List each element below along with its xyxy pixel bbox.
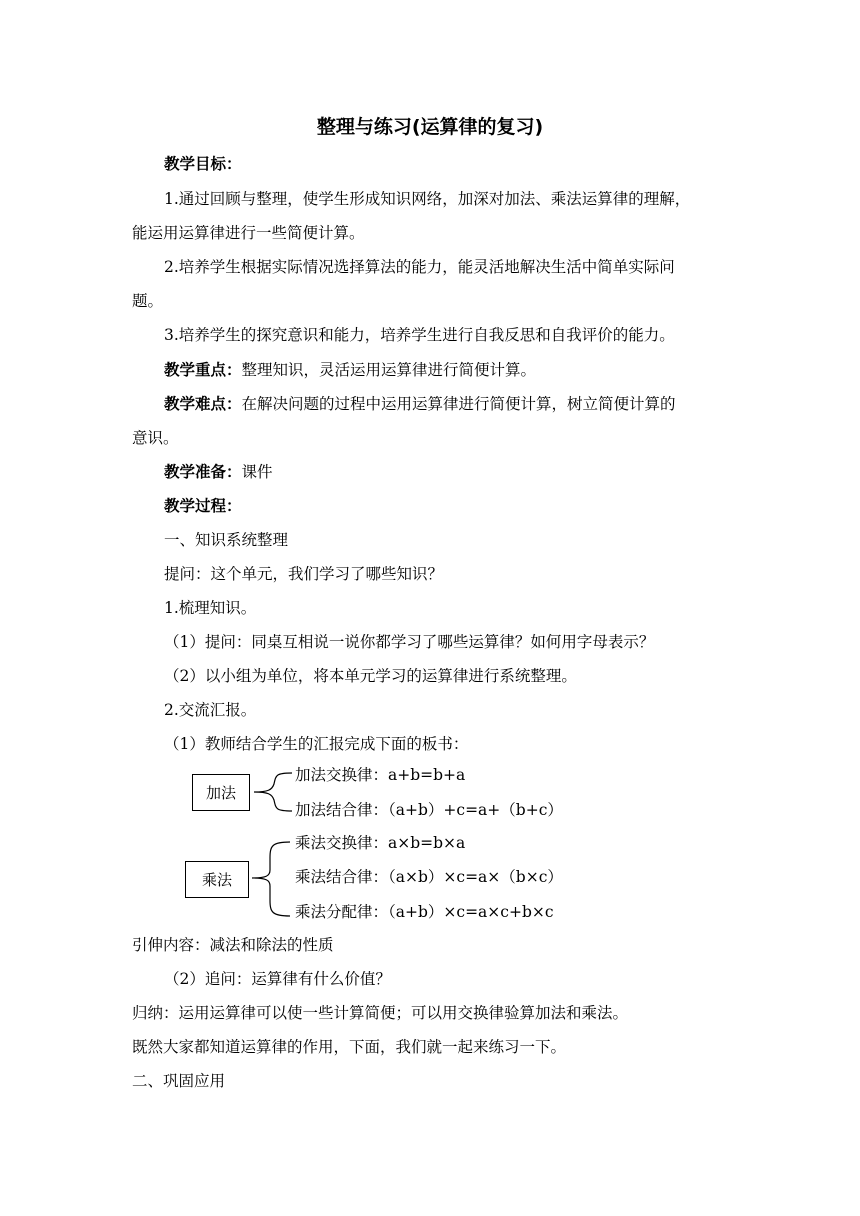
difficulties-line-1: 在解决问题的过程中运用运算律进行简便计算，树立简便计算的: [241, 395, 676, 413]
preparation-text: 课件: [241, 463, 273, 481]
ask-question: 提问：这个单元，我们学习了哪些知识？: [164, 565, 444, 583]
key-points-text: 整理知识，灵活运用运算律进行简便计算。: [241, 361, 537, 379]
multiplication-box: 乘法: [185, 861, 249, 898]
followup-question: （2）追问：运算律有什么价值？: [164, 970, 391, 988]
summary: 归纳：运用运算律可以使一些计算简便；可以用交换律验算加法和乘法。: [132, 1004, 629, 1022]
objective-3: 3.培养学生的探究意识和能力，培养学生进行自我反思和自我评价的能力。: [164, 326, 675, 344]
multiplication-law-commutative: 乘法交换律：a×b=b×a: [295, 834, 466, 852]
addition-law-associative: 加法结合律：（a+b）+c=a+（b+c）: [295, 801, 563, 819]
step-1-a: （1）提问：同桌互相说一说你都学习了哪些运算律？如何用字母表示？: [164, 633, 655, 651]
objective-2-line-2: 题。: [132, 292, 164, 310]
addition-box: 加法: [192, 774, 250, 811]
objective-1-line-2: 能运用运算律进行一些简便计算。: [132, 224, 365, 242]
section-2-heading: 二、巩固应用: [132, 1072, 226, 1090]
extension-content: 引伸内容：减法和除法的性质: [132, 936, 334, 954]
step-1: 1.梳理知识。: [164, 599, 257, 617]
addition-brace: [254, 773, 292, 811]
difficulties-line-2: 意识。: [132, 429, 179, 447]
step-2-a: （1）教师结合学生的汇报完成下面的板书：: [164, 735, 469, 753]
objective-1-line-1: 1.通过回顾与整理，使学生形成知识网络，加深对加法、乘法运算律的理解，: [164, 190, 691, 208]
key-points-label: 教学重点：: [164, 361, 242, 379]
step-2: 2.交流汇报。: [164, 701, 257, 719]
document-title: 整理与练习(运算律的复习): [316, 116, 544, 138]
objective-2-line-1: 2.培养学生根据实际情况选择算法的能力，能灵活地解决生活中简单实际问: [164, 258, 675, 276]
objectives-heading: 教学目标：: [164, 155, 242, 173]
preparation-label: 教学准备：: [164, 463, 242, 481]
section-1-heading: 一、知识系统整理: [164, 531, 289, 549]
multiplication-law-distributive: 乘法分配律：（a+b）×c=a×c+b×c: [295, 903, 554, 921]
multiplication-brace: [252, 842, 290, 916]
addition-law-commutative: 加法交换律：a+b=b+a: [295, 766, 466, 784]
transition: 既然大家都知道运算律的作用，下面，我们就一起来练习一下。: [132, 1038, 567, 1056]
step-1-b: （2）以小组为单位，将本单元学习的运算律进行系统整理。: [164, 667, 577, 685]
process-heading: 教学过程：: [164, 497, 242, 515]
multiplication-law-associative: 乘法结合律：（a×b）×c=a×（b×c）: [295, 868, 563, 886]
difficulties-label: 教学难点：: [164, 395, 242, 413]
